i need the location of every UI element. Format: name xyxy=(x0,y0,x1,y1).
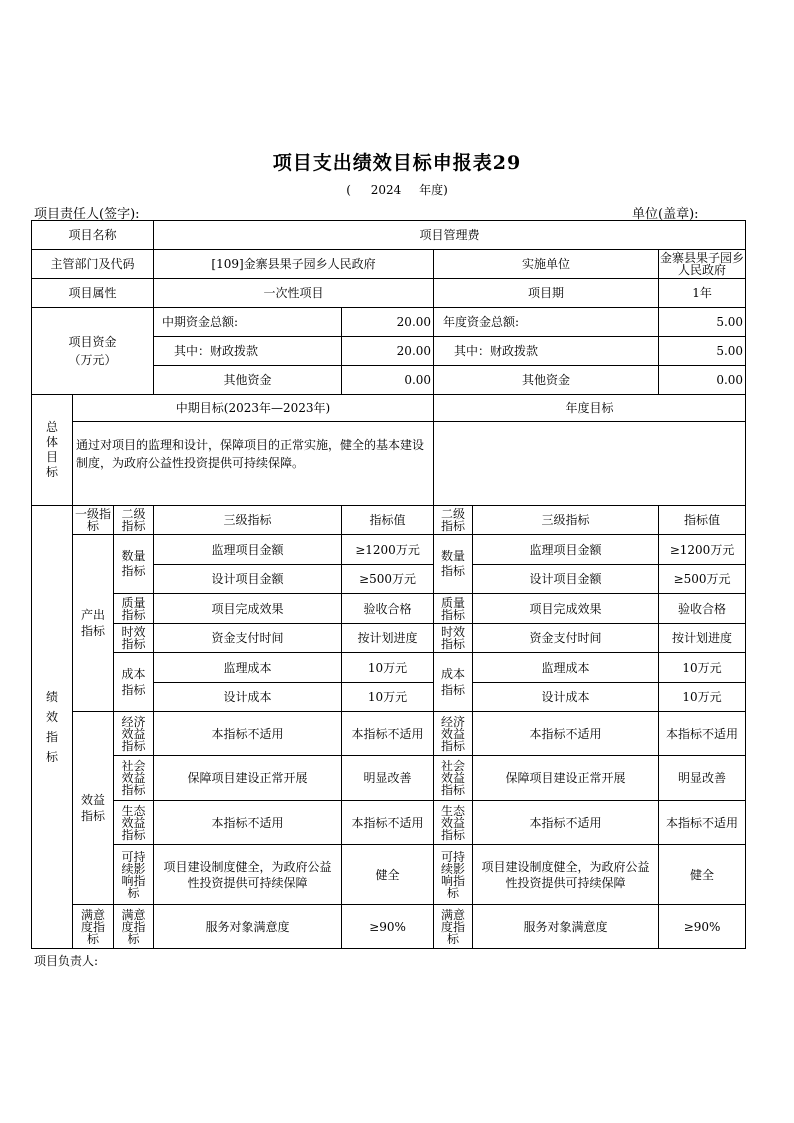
year-goal-text xyxy=(434,422,746,506)
col-level3-year: 三级指标 xyxy=(473,506,659,535)
col-level2: 二级指标 xyxy=(114,506,154,535)
year-total-value: 5.00 xyxy=(659,308,746,337)
project-leader-label: 项目负责人: xyxy=(34,954,99,968)
funds-label xyxy=(32,308,154,395)
eco-name: 本指标不适用 xyxy=(154,801,342,845)
time-value-year: 按计划进度 xyxy=(659,624,746,653)
c2-name-year: 设计成本 xyxy=(473,683,659,712)
social-value: 明显改善 xyxy=(342,756,434,801)
year-other-value: 0.00 xyxy=(659,366,746,395)
time-indicator-label-year: 时效指标 xyxy=(434,624,473,653)
q1-value: ≥1200万元 xyxy=(342,535,434,565)
mid-goal-text: 通过对项目的监理和设计，保障项目的正常实施，健全的基本建设制度，为政府公益性投资提供可持续保障。 xyxy=(73,422,434,506)
mid-total-value: 20.00 xyxy=(342,308,434,337)
quantity-indicator-label-year: 数量指标 xyxy=(434,535,473,594)
satisfy-indicator-label-year: 满意度指标 xyxy=(434,905,473,949)
q2-name: 设计项目金额 xyxy=(154,565,342,594)
time-name-year: 资金支付时间 xyxy=(473,624,659,653)
year-fiscal-value: 5.00 xyxy=(659,337,746,366)
project-period-value: 1年 xyxy=(659,279,746,308)
output-indicator-label: 产出指标 xyxy=(73,535,114,712)
year-open: ( xyxy=(346,183,351,197)
col-level2-year: 二级指标 xyxy=(434,506,473,535)
sustain-name: 项目建设制度健全，为政府公益性投资提供可持续保障 xyxy=(154,845,342,905)
performance-target-table xyxy=(31,220,746,949)
c2-value: 10万元 xyxy=(342,683,434,712)
mid-other-label: 其他资金 xyxy=(154,366,342,395)
project-name: 项目管理费 xyxy=(154,221,746,250)
cost-indicator-label-year: 成本指标 xyxy=(434,653,473,712)
quality-indicator-label-year: 质量指标 xyxy=(434,594,473,624)
c1-name: 监理成本 xyxy=(154,653,342,683)
c2-name: 设计成本 xyxy=(154,683,342,712)
satisfy-name-year: 服务对象满意度 xyxy=(473,905,659,949)
year-value: 2024 xyxy=(370,183,402,197)
q1-name: 监理项目金额 xyxy=(154,535,342,565)
year-other-label: 其他资金 xyxy=(434,366,659,395)
cost-indicator-label: 成本指标 xyxy=(114,653,154,712)
economic-name: 本指标不适用 xyxy=(154,712,342,756)
year-goal-header: 年度目标 xyxy=(434,395,746,422)
eco-value: 本指标不适用 xyxy=(342,801,434,845)
eco-indicator-label: 生态效益指标 xyxy=(114,801,154,845)
sustain-value-year: 健全 xyxy=(659,845,746,905)
col-level3: 三级指标 xyxy=(154,506,342,535)
eco-name-year: 本指标不适用 xyxy=(473,801,659,845)
social-name: 保障项目建设正常开展 xyxy=(154,756,342,801)
funds-label-line1: 项目资金 xyxy=(68,335,117,349)
c2-value-year: 10万元 xyxy=(659,683,746,712)
col-level1: 一级指标 xyxy=(73,506,114,535)
dept-label: 主管部门及代码 xyxy=(32,250,154,279)
mid-fiscal-value: 20.00 xyxy=(342,337,434,366)
eco-value-year: 本指标不适用 xyxy=(659,801,746,845)
sustain-name-year: 项目建设制度健全，为政府公益性投资提供可持续保障 xyxy=(473,845,659,905)
economic-indicator-label-year: 经济效益指标 xyxy=(434,712,473,756)
satisfy-name: 服务对象满意度 xyxy=(154,905,342,949)
time-name: 资金支付时间 xyxy=(154,624,342,653)
mid-fiscal-label: 其中：财政拨款 xyxy=(154,337,342,366)
quality-value-year: 验收合格 xyxy=(659,594,746,624)
year-line xyxy=(0,181,794,198)
col-value-year: 指标值 xyxy=(659,506,746,535)
quantity-indicator-label: 数量指标 xyxy=(114,535,154,594)
mid-goal-header: 中期目标(2023年—2023年) xyxy=(73,395,434,422)
satisfy-indicator-label: 满意度指标 xyxy=(114,905,154,949)
time-value: 按计划进度 xyxy=(342,624,434,653)
social-indicator-label-year: 社会效益指标 xyxy=(434,756,473,801)
quality-indicator-label: 质量指标 xyxy=(114,594,154,624)
time-indicator-label: 时效指标 xyxy=(114,624,154,653)
page-title: 项目支出绩效目标申报表29 xyxy=(272,152,522,174)
c1-name-year: 监理成本 xyxy=(473,653,659,683)
benefit-indicator-label: 效益指标 xyxy=(73,712,114,905)
q1-value-year: ≥1200万元 xyxy=(659,535,746,565)
social-indicator-label: 社会效益指标 xyxy=(114,756,154,801)
q2-value: ≥500万元 xyxy=(342,565,434,594)
funds-label-line2: （万元） xyxy=(68,353,117,367)
perf-indicator-label: 绩效指标 xyxy=(32,506,73,949)
project-attr-label: 项目属性 xyxy=(32,279,154,308)
social-name-year: 保障项目建设正常开展 xyxy=(473,756,659,801)
economic-indicator-label: 经济效益指标 xyxy=(114,712,154,756)
eco-indicator-label-year: 生态效益指标 xyxy=(434,801,473,845)
social-value-year: 明显改善 xyxy=(659,756,746,801)
mid-total-label: 中期资金总额: xyxy=(154,308,342,337)
impl-unit-label: 实施单位 xyxy=(434,250,659,279)
dept-value: [109]金寨县果子园乡人民政府 xyxy=(154,250,434,279)
economic-value-year: 本指标不适用 xyxy=(659,712,746,756)
project-name-label: 项目名称 xyxy=(32,221,154,250)
overall-goal-label: 总体目标 xyxy=(32,395,73,506)
responsible-person-label: 项目责任人(签字): xyxy=(34,207,140,222)
quality-name: 项目完成效果 xyxy=(154,594,342,624)
project-period-label: 项目期 xyxy=(434,279,659,308)
satisfy-value-year: ≥90% xyxy=(659,905,746,949)
c1-value: 10万元 xyxy=(342,653,434,683)
c1-value-year: 10万元 xyxy=(659,653,746,683)
quality-value: 验收合格 xyxy=(342,594,434,624)
year-fiscal-label: 其中：财政拨款 xyxy=(434,337,659,366)
sustain-indicator-label: 可持续影响指标 xyxy=(114,845,154,905)
year-suffix: 年度) xyxy=(419,183,448,197)
mid-other-value: 0.00 xyxy=(342,366,434,395)
sustain-indicator-label-year: 可持续影响指标 xyxy=(434,845,473,905)
year-total-label: 年度资金总额: xyxy=(434,308,659,337)
q1-name-year: 监理项目金额 xyxy=(473,535,659,565)
q2-value-year: ≥500万元 xyxy=(659,565,746,594)
impl-unit-value: 金寨县果子园乡人民政府 xyxy=(660,251,745,277)
project-attr-value: 一次性项目 xyxy=(154,279,434,308)
economic-name-year: 本指标不适用 xyxy=(473,712,659,756)
col-value: 指标值 xyxy=(342,506,434,535)
quality-name-year: 项目完成效果 xyxy=(473,594,659,624)
economic-value: 本指标不适用 xyxy=(342,712,434,756)
satisfaction-indicator-label: 满意度指标 xyxy=(73,905,114,949)
unit-seal-label: 单位(盖章): xyxy=(632,207,699,222)
q2-name-year: 设计项目金额 xyxy=(473,565,659,594)
satisfy-value: ≥90% xyxy=(342,905,434,949)
sustain-value: 健全 xyxy=(342,845,434,905)
